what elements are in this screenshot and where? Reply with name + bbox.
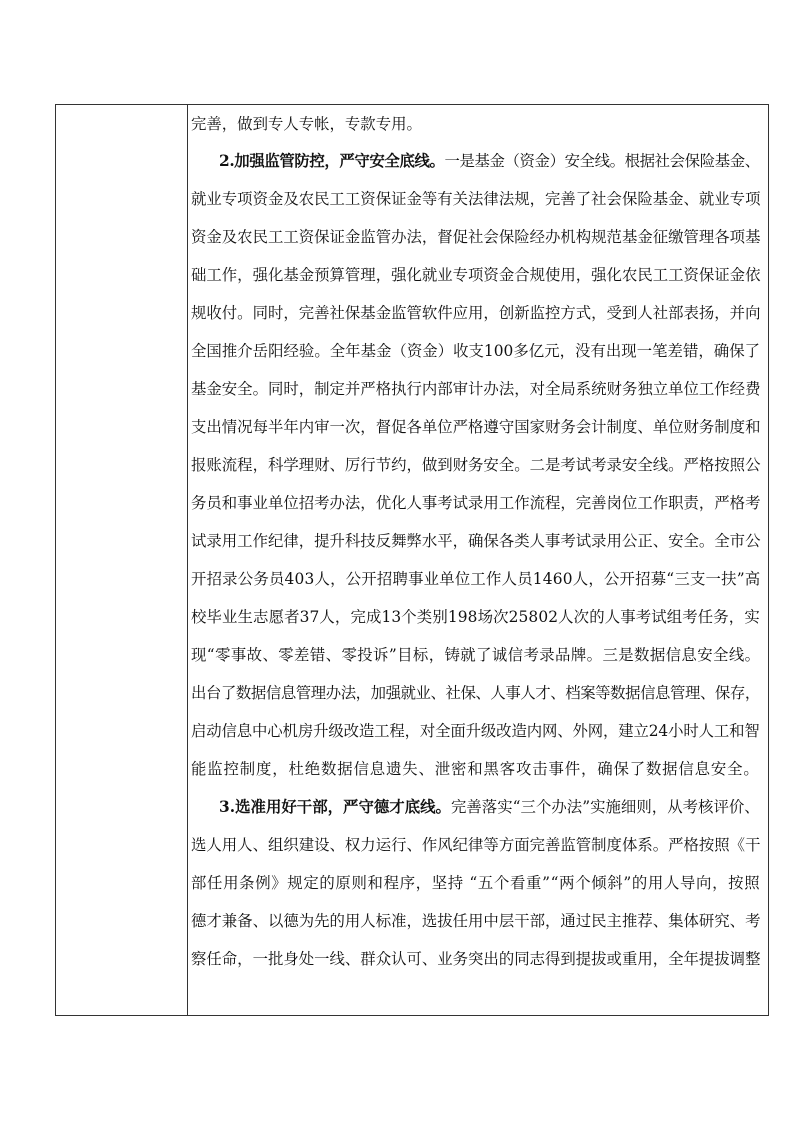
- text-line: [219, 151, 760, 171]
- body-text: 一是基金（资金）安全线。根据社会保险基金、: [444, 152, 760, 170]
- body-text: 基金安全。同时，制定并严格执行内部审计办法，对全局系统财务独立单位工作经费: [191, 380, 761, 398]
- text-line: [191, 683, 760, 703]
- table-left-cell: [56, 105, 188, 1015]
- text-line: [191, 417, 760, 437]
- text-line: [191, 531, 760, 551]
- body-text: 全国推介岳阳经验。全年基金（资金）收支100多亿元，没有出现一笔差错，确保了: [191, 342, 761, 360]
- body-text: 开招录公务员403人，公开招聘事业单位工作人员1460人，公开招募“三支一扶”高: [191, 570, 761, 588]
- text-line: [191, 341, 760, 361]
- text-line: [191, 645, 760, 665]
- body-text: 能监控制度，杜绝数据信息遗失、泄密和黑客攻击事件，确保了数据信息安全。: [191, 760, 760, 778]
- text-line: [191, 379, 760, 399]
- text-line: [191, 721, 760, 741]
- text-line: [191, 189, 760, 209]
- body-text: 校毕业生志愿者37人，完成13个类别198场次25802人次的人事考试组考任务，实: [191, 608, 760, 626]
- body-text: 就业专项资金及农民工工资保证金等有关法律法规，完善了社会保险基金、就业专项: [191, 190, 761, 208]
- text-line: [191, 227, 760, 247]
- text-line: [191, 569, 760, 589]
- text-line: [191, 759, 760, 779]
- body-text: 选人用人、组织建设、权力运行、作风纪律等方面完善监管制度体系。严格按照《干: [191, 836, 761, 854]
- body-text: 启动信息中心机房升级改造工程，对全面升级改造内网、外网，建立24小时人工和智: [191, 722, 760, 740]
- text-line: [191, 911, 760, 931]
- text-line: [191, 493, 760, 513]
- body-text: 础工作，强化基金预算管理，强化就业专项资金合规使用，强化农民工工资保证金依: [191, 266, 761, 284]
- body-text: 完善落实“三个办法”实施细则，从考核评价、: [450, 798, 760, 816]
- text-line: [219, 797, 760, 817]
- text-line: [191, 303, 760, 323]
- text-line: [191, 265, 760, 285]
- body-text: 试录用工作纪律，提升科技反舞弊水平，确保各类人事考试录用公正、安全。全市公: [191, 532, 761, 550]
- body-text: 支出情况每半年内审一次，督促各单位严格遵守国家财务会计制度、单位财务制度和: [191, 418, 761, 436]
- body-text: 部任用条例》规定的原则和程序，坚持 “五个看重”“两个倾斜”的用人导向，按照: [191, 874, 761, 892]
- body-text: 德才兼备、以德为先的用人标准，选拔任用中层干部，通过民主推荐、集体研究、考: [191, 912, 761, 930]
- text-line: [191, 114, 422, 134]
- text-line: [191, 455, 760, 475]
- body-text: 现“零事故、零差错、零投诉”目标，铸就了诚信考录品牌。三是数据信息安全线。: [191, 646, 761, 664]
- table-content-cell: [188, 105, 768, 1015]
- body-text: 完善，做到专人专帐，专款专用。: [191, 115, 422, 133]
- body-text: 规收付。同时，完善社保基金监管软件应用，创新监控方式，受到人社部表扬，并向: [191, 304, 761, 322]
- body-text: 出台了数据信息管理办法，加强就业、社保、人事人才、档案等数据信息管理、保存，: [191, 684, 760, 702]
- body-text: 资金及农民工工资保证金监管办法，督促社会保险经办机构规范基金征缴管理各项基: [191, 228, 761, 246]
- text-line: [191, 949, 760, 969]
- heading-text: 2.加强监管防控，严守安全底线。: [219, 152, 445, 170]
- document-table: [55, 104, 769, 1016]
- body-text: 务员和事业单位招考办法，优化人事考试录用工作流程，完善岗位工作职责，严格考: [191, 494, 761, 512]
- text-line: [191, 873, 760, 893]
- text-line: [191, 835, 760, 855]
- body-text: 察任命，一批身处一线、群众认可、业务突出的同志得到提拔或重用，全年提拔调整: [191, 950, 761, 968]
- body-text: 报账流程，科学理财、厉行节约，做到财务安全。二是考试考录安全线。严格按照公: [191, 456, 761, 474]
- text-line: [191, 607, 760, 627]
- heading-text: 3.选准用好干部，严守德才底线。: [219, 798, 451, 816]
